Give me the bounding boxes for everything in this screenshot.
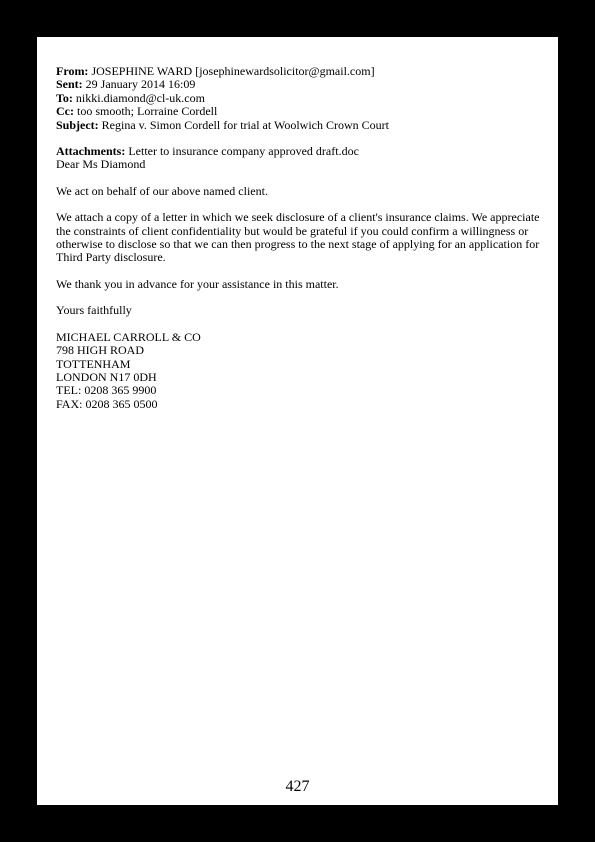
- subject-value: Regina v. Simon Cordell for trial at Woolwich Crown Court: [101, 117, 390, 132]
- signature-address-line-3: LONDON N17 0DH: [56, 369, 157, 384]
- to-line: [56, 92, 544, 105]
- attachments-label: Attachments:: [56, 144, 126, 159]
- cc-line: [56, 105, 544, 118]
- paragraph-thanks: We thank you in advance for your assistance in this matter.: [56, 276, 339, 291]
- signature-firm: MICHAEL CARROLL & CO: [56, 329, 201, 344]
- to-value: nikki.diamond@cl-uk.com: [75, 90, 205, 105]
- signature-address-line-2: TOTTENHAM: [56, 356, 131, 371]
- email-content: [56, 65, 544, 411]
- from-label: From:: [56, 64, 89, 78]
- from-line: [56, 65, 544, 78]
- closing: Yours faithfully: [56, 303, 132, 318]
- cc-value: too smooth; Lorraine Cordell: [77, 104, 218, 119]
- spacer: [56, 172, 544, 185]
- signature-address-line-1: 798 HIGH ROAD: [56, 343, 144, 358]
- cc-label: Cc:: [56, 104, 74, 119]
- attachments-line: [56, 145, 544, 158]
- paragraph-intro: We act on behalf of our above named client.: [56, 183, 268, 198]
- to-label: To:: [56, 90, 73, 105]
- attachments-value: Letter to insurance company approved draft.doc: [128, 144, 359, 159]
- paragraph-request: We attach a copy of a letter in which we seek disclosure of a client's insurance claims. We appreciate the constraints of client confidentiality but would be grateful if you could confirm a willingness or otherwise to disclose so that we can then progress to the next stage of applying for an application for Third Party disclosure.: [56, 210, 540, 265]
- sent-line: [56, 78, 544, 91]
- signature-tel: TEL: 0208 365 9900: [56, 383, 157, 398]
- subject-line: [56, 119, 544, 132]
- sent-label: Sent:: [56, 77, 83, 92]
- sent-value: 29 January 2014 16:09: [85, 77, 196, 92]
- spacer: [56, 318, 544, 331]
- document-page: [37, 37, 558, 805]
- page-number: 427: [285, 778, 310, 795]
- from-value: JOSEPHINE WARD [josephinewardsolicitor@gmail.com]: [91, 64, 375, 78]
- subject-label: Subject:: [56, 117, 99, 132]
- signature-fax: FAX: 0208 365 0500: [56, 396, 158, 411]
- spacer: [56, 265, 544, 278]
- salutation: Dear Ms Diamond: [56, 157, 146, 172]
